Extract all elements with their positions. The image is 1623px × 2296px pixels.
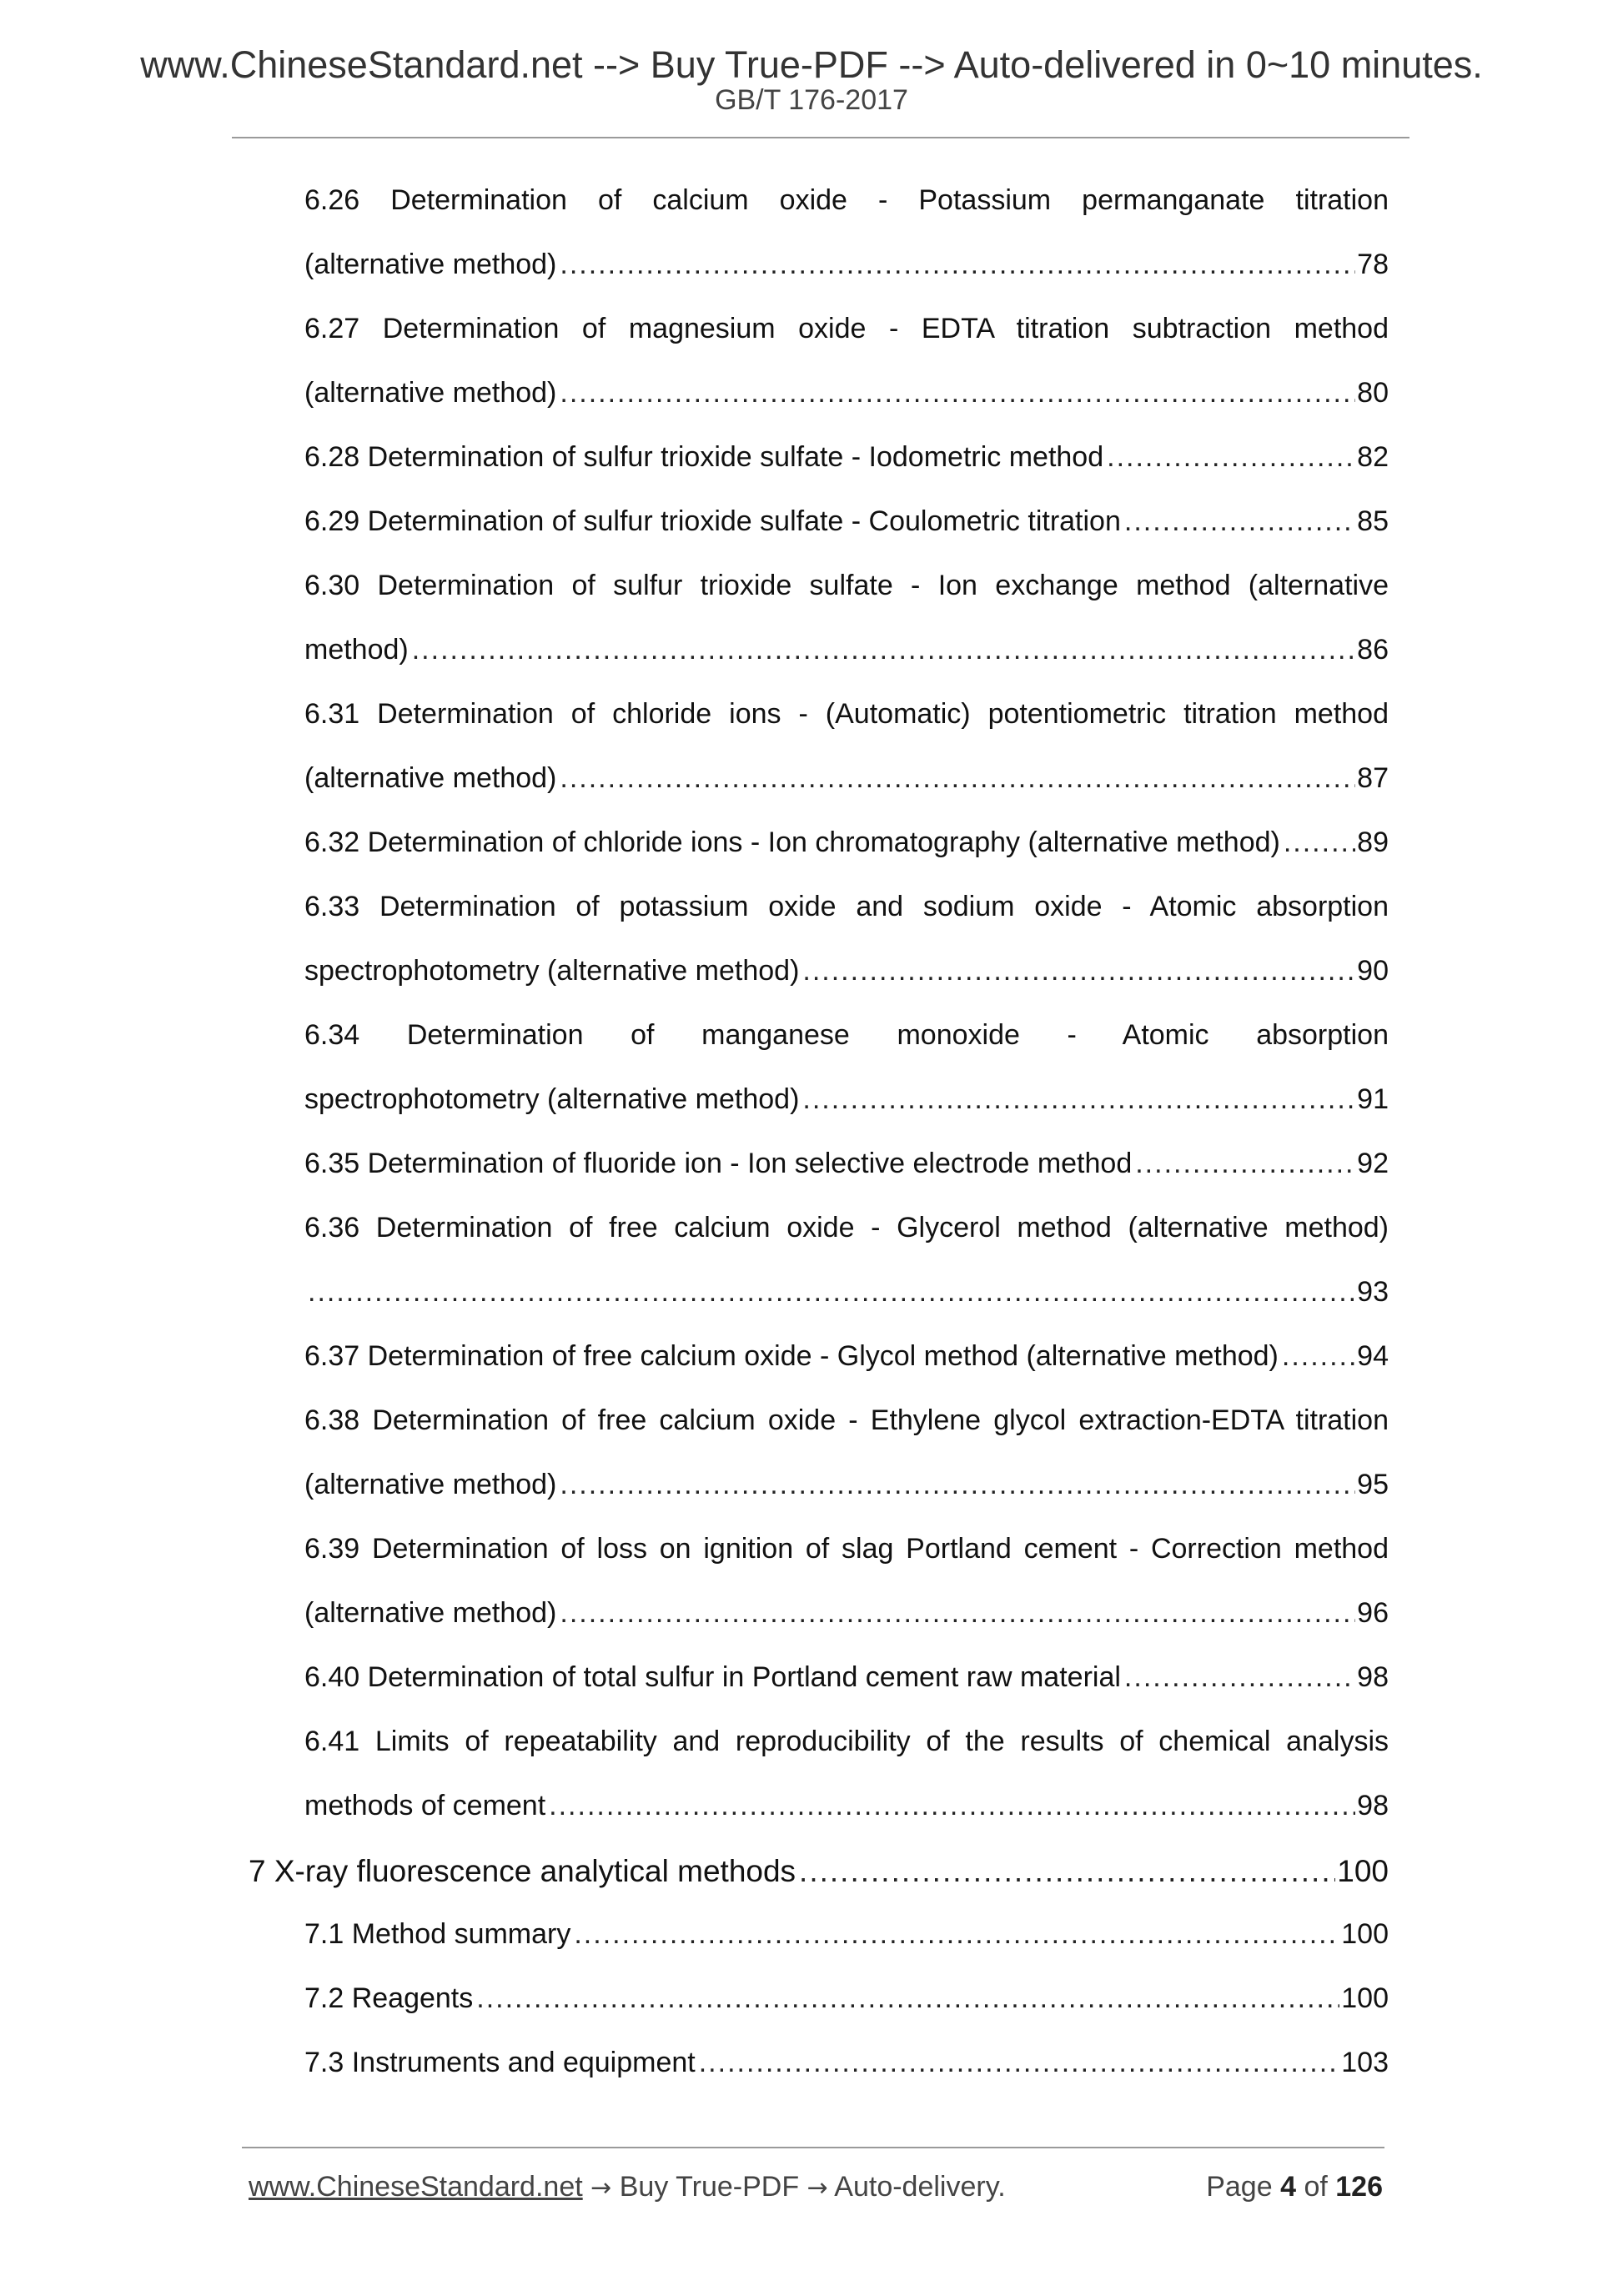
toc-entry-title: 6.29 Determination of sulfur trioxide sulfate - Coulometric titration [304,505,1124,538]
dot-leader [412,633,1355,666]
toc-page-number: 85 [1357,505,1389,537]
toc-entry-title: spectrophotometry (alternative method) [304,1083,802,1116]
toc-entry-title: (alternative method) [304,376,560,409]
toc-entry-title-line: 6.27 Determination of magnesium oxide - EDTA titration subtraction method [304,313,1389,344]
toc-entry-title: 6.32 Determination of chloride ions - Ion chromatography (alternative method) [304,826,1284,859]
dot-leader [476,1982,1339,2015]
toc-entry[interactable] [304,826,1389,890]
dot-leader [1107,440,1355,474]
toc-page-number: 91 [1357,1083,1389,1115]
toc-entry[interactable] [304,1725,1389,1853]
toc-entry-title: (alternative method) [304,1468,560,1501]
header-divider [232,137,1409,138]
toc-entry[interactable] [304,1339,1389,1404]
toc-page-number: 100 [1341,1982,1389,2014]
toc-page-number: 98 [1357,1790,1389,1821]
dot-leader [1124,1660,1355,1694]
dot-leader [308,1275,1355,1309]
dot-leader [560,376,1355,409]
toc-entry[interactable] [304,312,1389,440]
toc-entry-title: 7.2 Reagents [304,1982,476,2015]
standard-number: GB/T 176-2017 [715,84,908,116]
page-label: Page [1206,2171,1273,2203]
footer-divider [242,2147,1384,2148]
toc-page-number: 96 [1357,1597,1389,1629]
site-banner: www.ChineseStandard.net --> Buy True-PDF --> Auto-delivered in 0~10 minutes. [140,43,1483,86]
toc-entry[interactable] [249,1853,1389,1917]
toc-entry-title: 6.28 Determination of sulfur trioxide sulfate - Iodometric method [304,440,1107,474]
toc-entry-title: (alternative method) [304,248,560,281]
toc-entry-title-line: 6.33 Determination of potassium oxide and sodium oxide - Atomic absorption [304,891,1389,922]
toc-entry[interactable] [304,505,1389,569]
toc-entry[interactable] [304,697,1389,826]
toc-entry-title: 6.37 Determination of free calcium oxide - Glycol method (alternative method) [304,1339,1282,1373]
dot-leader [549,1789,1355,1822]
toc-entry-title: 7 X-ray fluorescence analytical methods [249,1853,799,1890]
toc-entry-title: methods of cement [304,1789,549,1822]
toc-entry-title: method) [304,633,412,666]
toc-entry[interactable] [304,183,1389,312]
toc-page-number: 93 [1357,1276,1389,1308]
dot-leader [802,954,1355,987]
toc-entry-title: 7.1 Method summary [304,1917,574,1951]
site-link[interactable]: www.ChineseStandard.net [249,2171,583,2203]
toc-page-number: 100 [1337,1854,1389,1888]
toc-entry[interactable] [304,1147,1389,1211]
toc-page-number: 89 [1357,826,1389,858]
toc-page-number: 90 [1357,955,1389,987]
toc-entry[interactable] [304,569,1389,697]
dot-leader [574,1917,1339,1951]
toc-entry[interactable] [304,1982,1389,2046]
toc-entry[interactable] [304,1532,1389,1660]
dot-leader [560,1468,1355,1501]
toc-entry-title: (alternative method) [304,1596,560,1630]
toc-entry[interactable] [304,440,1389,505]
toc-entry[interactable] [304,2046,1389,2110]
dot-leader [699,2046,1340,2079]
toc-page-number: 82 [1357,441,1389,473]
toc-entry-title-line: 6.31 Determination of chloride ions - (Automatic) potentiometric titration method [304,698,1389,730]
dot-leader [560,761,1355,795]
toc-page-number: 86 [1357,634,1389,666]
footer-links [249,2166,1006,2209]
dot-leader [1282,1339,1355,1373]
toc-page-number: 80 [1357,377,1389,409]
dot-leader [560,248,1355,281]
dot-leader [799,1853,1335,1890]
right-arrow-icon: → [806,2173,828,2203]
toc-page-number: 100 [1341,1918,1389,1950]
toc-entry[interactable] [304,1917,1389,1982]
toc-entry-title-line: 6.39 Determination of loss on ignition of slag Portland cement - Correction method [304,1533,1389,1565]
toc-entry[interactable] [304,1211,1389,1339]
toc-page-number: 94 [1357,1340,1389,1372]
right-arrow-icon: → [590,2173,612,2203]
toc-page-number: 98 [1357,1661,1389,1693]
toc-entry-title-line: 6.36 Determination of free calcium oxide - Glycerol method (alternative method) [304,1212,1389,1243]
toc-page-number: 87 [1357,762,1389,794]
toc-entry-title: 6.35 Determination of fluoride ion - Ion selective electrode method [304,1147,1135,1180]
toc-entry[interactable] [304,890,1389,1018]
toc-entry[interactable] [304,1018,1389,1147]
toc-entry-title: spectrophotometry (alternative method) [304,954,802,987]
toc-page-number: 92 [1357,1148,1389,1179]
page-total: 126 [1335,2171,1383,2203]
page-current: 4 [1280,2171,1296,2203]
dot-leader [560,1596,1355,1630]
toc-entry-title-line: 6.26 Determination of calcium oxide - Potassium permanganate titration [304,184,1389,216]
toc-page-number: 78 [1357,249,1389,280]
page-of: of [1304,2171,1328,2203]
page-footer [249,2166,1383,2208]
toc-entry-title: 7.3 Instruments and equipment [304,2046,699,2079]
dot-leader [1124,505,1355,538]
delivery-text: Auto-delivery. [834,2171,1006,2203]
toc-entry-title-line: 6.41 Limits of repeatability and reproducibility of the results of chemical analysis [304,1726,1389,1757]
toc-entry-title-line: 6.34 Determination of manganese monoxide - Atomic absorption [304,1019,1389,1051]
toc-entry-title-line: 6.38 Determination of free calcium oxide - Ethylene glycol extraction-EDTA titration [304,1404,1389,1436]
toc-entry[interactable] [304,1660,1389,1725]
toc-entry-title-line: 6.30 Determination of sulfur trioxide sulfate - Ion exchange method (alternative [304,570,1389,601]
toc-entry-title: 6.40 Determination of total sulfur in Portland cement raw material [304,1660,1124,1694]
dot-leader [1284,826,1355,859]
dot-leader [1135,1147,1355,1180]
toc-entry[interactable] [304,1404,1389,1532]
toc-page-number: 95 [1357,1469,1389,1500]
toc-entry-title: (alternative method) [304,761,560,795]
page-indicator [1206,2166,1383,2208]
toc-page-number: 103 [1341,2047,1389,2078]
buy-text: Buy True-PDF [619,2171,800,2203]
dot-leader [802,1083,1355,1116]
